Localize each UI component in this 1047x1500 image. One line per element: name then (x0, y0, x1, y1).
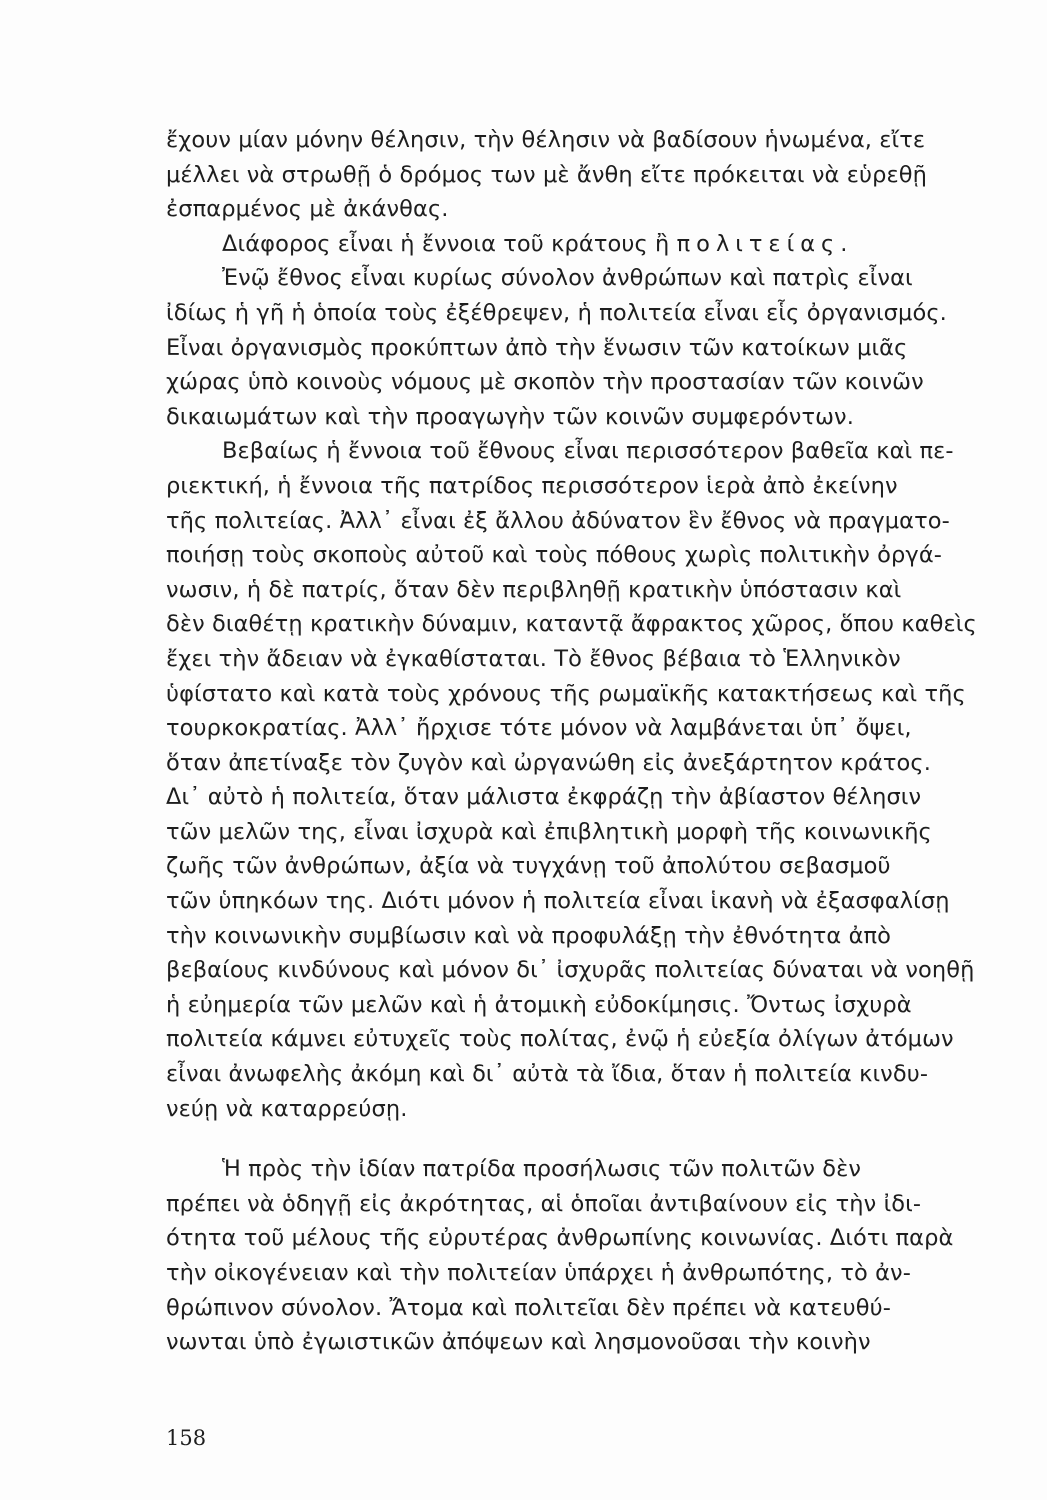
text-line: νωνται ὑπὸ ἐγωιστικῶν ἀπόψεων καὶ λησμονοῦσαι τὴν κοινὴν (166, 1329, 871, 1356)
text-line: δὲν διαθέτῃ κρατικὴν δύναμιν, καταντᾷ ἄφρακτος χῶρος, ὅπου καθεὶς (166, 611, 977, 638)
text-line: ζωῆς τῶν ἀνθρώπων, ἀξία νὰ τυγχάνῃ τοῦ ἀπολύτου σεβασμοῦ (166, 853, 891, 880)
text-line: τῆς πολιτείας. Ἀλλ᾽ εἶναι ἐξ ἄλλου ἀδύνατον ἓν ἔθνος νὰ πραγματο- (166, 507, 950, 534)
text-line: χώρας ὑπὸ κοινοὺς νόμους μὲ σκοπὸν τὴν προστασίαν τῶν κοινῶν (166, 369, 924, 396)
text-line: τουρκοκρατίας. Ἀλλ᾽ ἤρχισε τότε μόνον νὰ λαμβάνεται ὑπ᾽ ὄψει, (166, 715, 912, 742)
text-line: Ἐνῷ ἔθνος εἶναι κυρίως σύνολον ἀνθρώπων καὶ πατρὶς εἶναι (222, 265, 913, 292)
paragraph-gap (166, 1126, 1019, 1152)
text-line: Δι᾽ αὐτὸ ἡ πολιτεία, ὅταν μάλιστα ἐκφράζῃ τὴν ἀβίαστον θέλησιν (166, 784, 922, 811)
text-line: βεβαίους κινδύνους καὶ μόνον δι᾽ ἰσχυρᾶς πολιτείας δύναται νὰ νοηθῇ (166, 957, 975, 984)
text-line: Εἶναι ὀργανισμὸς προκύπτων ἀπὸ τὴν ἕνωσιν τῶν κατοίκων μιᾶς (166, 334, 908, 361)
text-line: τὴν κοινωνικὴν συμβίωσιν καὶ νὰ προφυλάξῃ τὴν ἐθνότητα ἀπὸ (166, 922, 892, 949)
text-line: μέλλει νὰ στρωθῇ ὁ δρόμος των μὲ ἄνθη εἴτε πρόκειται νὰ εὑρεθῇ (166, 161, 927, 188)
text-line: δικαιωμάτων καὶ τὴν προαγωγὴν τῶν κοινῶν συμφερόντων. (166, 403, 854, 430)
body-text (166, 123, 1019, 1360)
text-line: ὑφίστατο καὶ κατὰ τοὺς χρόνους τῆς ρωμαϊκῆς κατακτήσεως καὶ τῆς (166, 680, 966, 707)
emphasized-word: πολιτείας. (676, 230, 854, 257)
text-line: ἔχουν μίαν μόνην θέλησιν, τὴν θέλησιν νὰ βαδίσουν ἡνωμένα, εἴτε (166, 127, 926, 153)
text-line: ότητα τοῦ μέλους τῆς εὐρυτέρας ἀνθρωπίνης κοινωνίας. Διότι παρὰ (166, 1225, 954, 1252)
text-line: Βεβαίως ἡ ἔννοια τοῦ ἔθνους εἶναι περισσότερον βαθεῖα καὶ πε- (222, 438, 954, 465)
text-line: τῶν μελῶν της, εἶναι ἰσχυρὰ καὶ ἐπιβλητικὴ μορφὴ τῆς κοινωνικῆς (166, 818, 932, 845)
text-line: τῶν ὑπηκόων της. Διότι μόνον ἡ πολιτεία εἶναι ἱκανὴ νὰ ἐξασφαλίσῃ (166, 888, 950, 915)
text-line: ἐσπαρμένος μὲ ἀκάνθας. (166, 196, 449, 223)
text-line: νεύῃ νὰ καταρρεύσῃ. (166, 1095, 408, 1122)
text-line: ἡ εὐημερία τῶν μελῶν καὶ ἡ ἀτομικὴ εὐδοκίμησις. Ὄντως ἰσχυρὰ (166, 991, 912, 1018)
text-line: ποιήσῃ τοὺς σκοποὺς αὐτοῦ καὶ τοὺς πόθους χωρὶς πολιτικὴν ὀργά- (166, 542, 942, 569)
text-line: ἔχει τὴν ἄδειαν νὰ ἐγκαθίσταται. Τὸ ἔθνος βέβαια τὸ Ἑλληνικὸν (166, 645, 901, 672)
text-line: θρώπινον σύνολον. Ἄτομα καὶ πολιτεῖαι δὲν πρέπει νὰ κατευθύ- (166, 1294, 891, 1321)
text-line: ὅταν ἀπετίναξε τὸν ζυγὸν καὶ ὠργανώθη εἰς ἀνεξάρτητον κράτος. (166, 749, 931, 776)
text-line: ἰδίως ἡ γῆ ἡ ὁποία τοὺς ἐξέθρεψεν, ἡ πολιτεία εἶναι εἷς ὀργανισμός. (166, 299, 947, 326)
text-line: τὴν οἰκογένειαν καὶ τὴν πολιτείαν ὑπάρχει ἡ ἀνθρωπότης, τὸ ἀν- (166, 1260, 911, 1286)
text-line: πρέπει νὰ ὁδηγῇ εἰς ἀκρότητας, αἱ ὁποῖαι ἀντιβαίνουν εἰς τὴν ἰδι- (166, 1190, 922, 1217)
text-line (166, 227, 1019, 262)
text-line: ριεκτική, ἡ ἔννοια τῆς πατρίδος περισσότερον ἱερὰ ἀπὸ ἐκείνην (166, 472, 898, 499)
text-line: νωσιν, ἡ δὲ πατρίς, ὅταν δὲν περιβληθῇ κρατικὴν ὑπόστασιν καὶ (166, 576, 902, 603)
text-line: εἶναι ἀνωφελὴς ἀκόμη καὶ δι᾽ αὐτὰ τὰ ἴδια, ὅταν ἡ πολιτεία κινδυ- (166, 1061, 929, 1088)
page-number: 158 (166, 1426, 207, 1450)
text-line: Ἡ πρὸς τὴν ἰδίαν πατρίδα προσήλωσις τῶν πολιτῶν δὲν (222, 1156, 862, 1183)
text-line: πολιτεία κάμνει εὐτυχεῖς τοὺς πολίτας, ἐνῷ ἡ εὐεξία ὀλίγων ἀτόμων (166, 1026, 954, 1053)
text-fragment: Διάφορος εἶναι ἡ ἔννοια τοῦ κράτους ἢ (222, 230, 670, 257)
